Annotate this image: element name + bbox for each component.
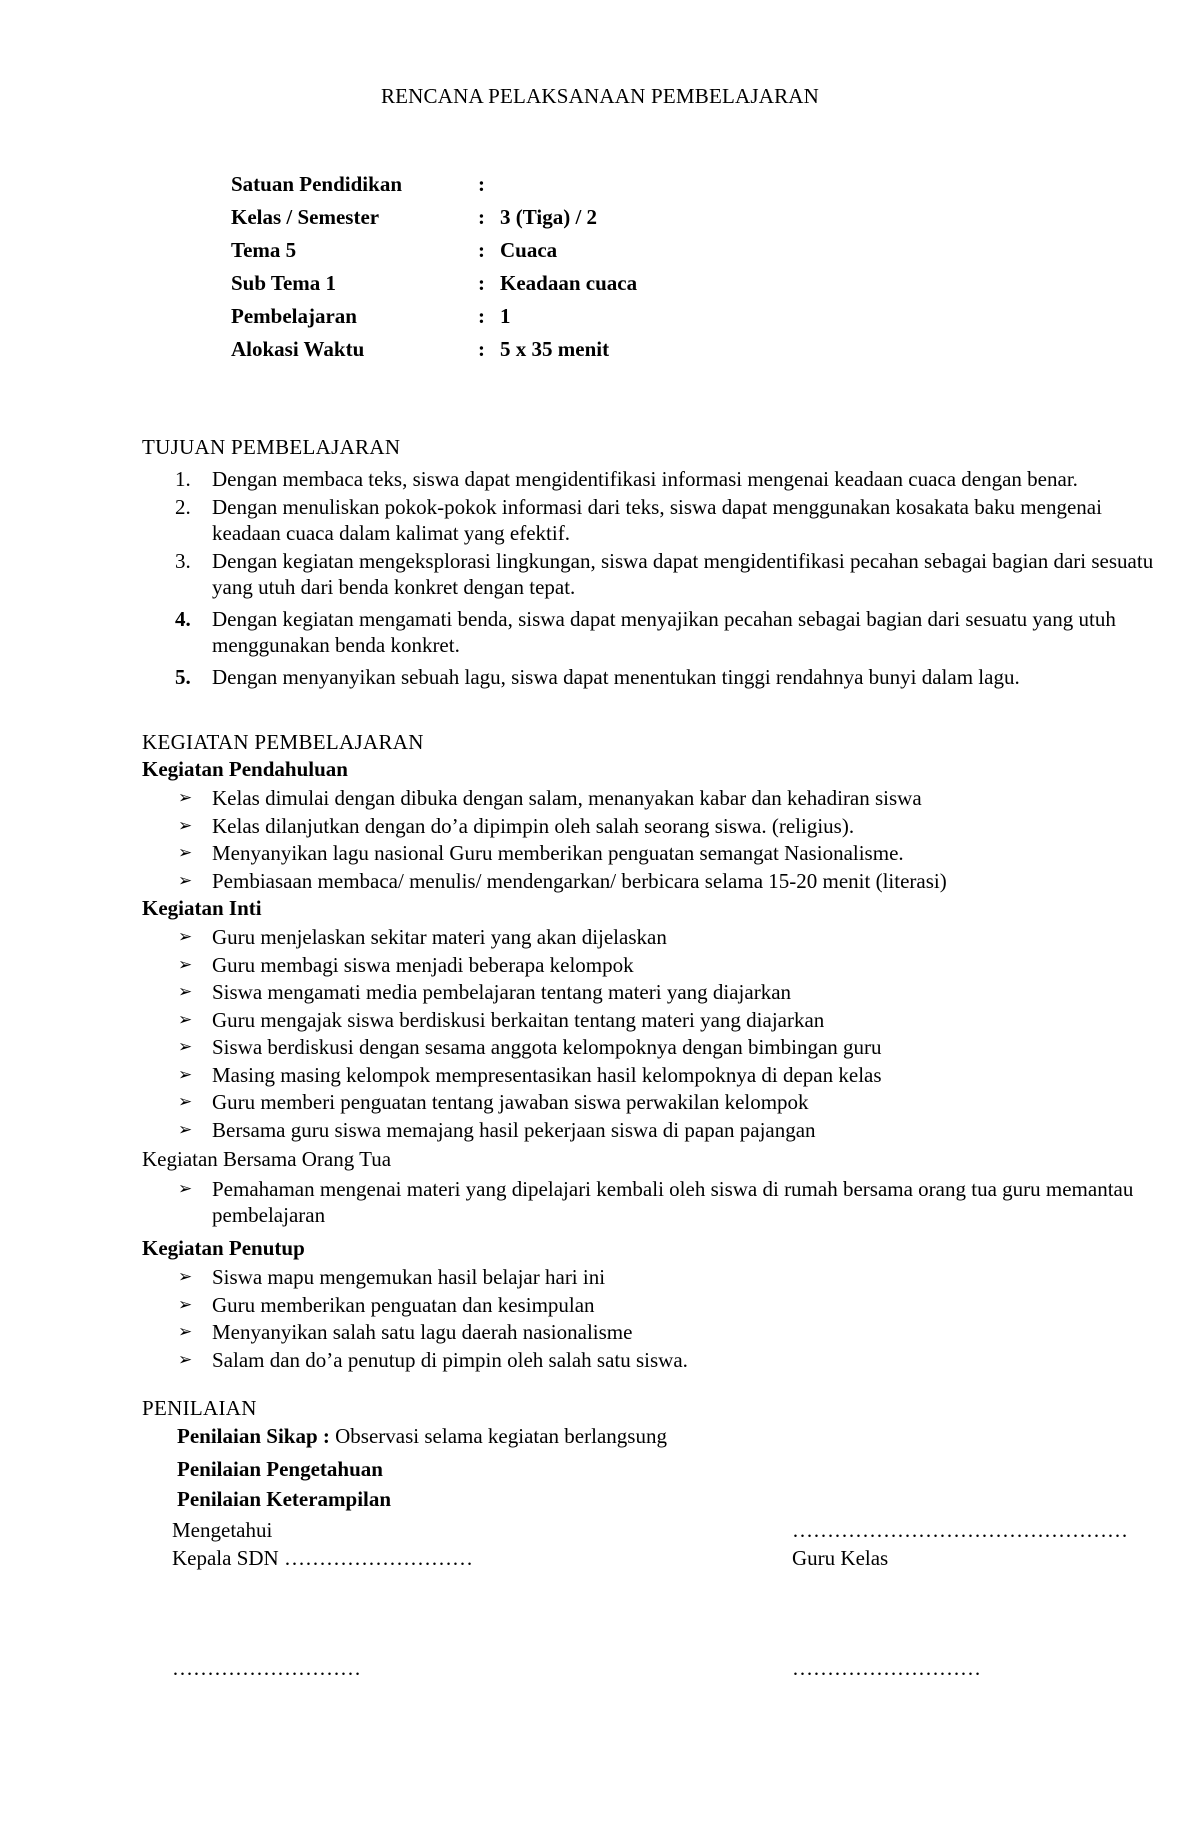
identity-label: Alokasi Waktu [231, 337, 365, 361]
list-item [178, 1034, 1168, 1062]
list-item [175, 466, 1155, 492]
arrow-bullet-icon: ➢ [178, 1179, 193, 1199]
signature-left-blank: ……………………… [172, 1656, 361, 1680]
identity-label: Tema 5 [231, 238, 297, 262]
item-text: Dengan menyanyikan sebuah lagu, siswa dapat menentukan tinggi rendahnya bunyi dalam lagu. [212, 665, 1020, 689]
item-text: Pemahaman mengenai materi yang dipelajari kembali oleh siswa di rumah bersama orang tua guru memantau pembelajaran [212, 1177, 1134, 1227]
tujuan-list [175, 466, 1155, 692]
list-item [175, 664, 1155, 690]
orangtua-list [178, 1176, 1168, 1228]
list-item [178, 813, 1168, 841]
identity-label: Satuan Pendidikan [231, 172, 402, 196]
identity-colon: : [478, 205, 485, 229]
arrow-bullet-icon: ➢ [178, 870, 193, 891]
identity-value: Keadaan cuaca [500, 271, 638, 295]
item-text: Pembiasaan membaca/ menulis/ mendengarkan/ berbicara selama 15-20 menit (literasi) [212, 868, 947, 893]
item-text: Dengan menuliskan pokok-pokok informasi dari teks, siswa dapat menggunakan kosakata baku mengenai keadaan cuaca dalam kalimat yang efektif. [212, 495, 1102, 545]
item-text: Menyanyikan salah satu lagu daerah nasionalisme [212, 1320, 633, 1344]
arrow-bullet-icon: ➢ [178, 843, 193, 863]
signature-right-place-date: ………………………………………… [792, 1518, 1128, 1542]
identity-table [231, 168, 831, 366]
pendahuluan-list [178, 785, 1168, 895]
penilaian-heading: PENILAIAN [142, 1396, 257, 1420]
identity-value: 3 (Tiga) / 2 [500, 205, 598, 229]
orangtua-heading: Kegiatan Bersama Orang Tua [142, 1147, 392, 1171]
penilaian-sikap [177, 1424, 667, 1449]
list-item [178, 924, 1168, 952]
identity-colon: : [478, 238, 485, 262]
list-item [178, 1007, 1168, 1035]
identity-colon: : [478, 271, 485, 295]
item-text: Dengan kegiatan mengeksplorasi lingkungan, siswa dapat mengidentifikasi pecahan sebagai bagian dari sesuatu yang utuh dari benda konkret dengan tepat. [212, 549, 1154, 599]
item-text: Siswa mapu mengemukan hasil belajar hari ini [212, 1265, 606, 1289]
item-number: 1. [175, 467, 191, 491]
kegiatan-heading: KEGIATAN PEMBELAJARAN [142, 730, 424, 754]
identity-row [231, 168, 831, 201]
signature-right-role: Guru Kelas [792, 1546, 889, 1570]
penilaian-sikap-label: Penilaian Sikap : [177, 1424, 330, 1448]
arrow-bullet-icon: ➢ [178, 815, 193, 836]
arrow-bullet-icon: ➢ [178, 927, 193, 947]
list-item [178, 1089, 1168, 1117]
item-text: Guru mengajak siswa berdiskusi berkaitan tentang materi yang diajarkan [212, 1007, 825, 1032]
identity-row [231, 333, 831, 366]
list-item [178, 840, 1168, 868]
tujuan-heading: TUJUAN PEMBELAJARAN [142, 435, 401, 459]
arrow-bullet-icon: ➢ [178, 1267, 193, 1287]
item-text: Bersama guru siswa memajang hasil pekerjaan siswa di papan pajangan [212, 1117, 816, 1142]
identity-label: Pembelajaran [231, 304, 357, 328]
penilaian-pengetahuan: Penilaian Pengetahuan [177, 1457, 383, 1481]
item-text: Kelas dilanjutkan dengan do’a dipimpin oleh salah seorang siswa. (religius). [212, 813, 855, 838]
arrow-bullet-icon: ➢ [178, 1322, 193, 1342]
item-text: Guru memberi penguatan tentang jawaban siswa perwakilan kelompok [212, 1090, 809, 1114]
signature-left-role: Kepala SDN ……………………… [172, 1546, 473, 1570]
list-item [178, 868, 1168, 896]
identity-colon: : [478, 304, 485, 328]
item-text: Masing masing kelompok mempresentasikan hasil kelompoknya di depan kelas [212, 1062, 882, 1087]
list-item [178, 1319, 1168, 1347]
identity-value: 1 [500, 304, 511, 328]
item-text: Salam dan do’a penutup di pimpin oleh salah satu siswa. [212, 1347, 688, 1372]
item-number: 4. [175, 607, 191, 631]
identity-value: Cuaca [500, 238, 558, 262]
penutup-heading: Kegiatan Penutup [142, 1236, 305, 1260]
list-item [178, 1292, 1168, 1320]
list-item [178, 1117, 1168, 1145]
identity-colon: : [478, 172, 485, 196]
arrow-bullet-icon: ➢ [178, 1119, 193, 1140]
identity-row [231, 234, 831, 267]
arrow-bullet-icon: ➢ [178, 1037, 193, 1057]
arrow-bullet-icon: ➢ [178, 1294, 193, 1315]
list-item [178, 1264, 1168, 1292]
item-text: Guru memberikan penguatan dan kesimpulan [212, 1292, 595, 1317]
pendahuluan-heading: Kegiatan Pendahuluan [142, 757, 348, 781]
list-item [175, 494, 1155, 546]
list-item [175, 548, 1155, 600]
item-text: Siswa mengamati media pembelajaran tentang materi yang diajarkan [212, 980, 792, 1004]
arrow-bullet-icon: ➢ [178, 788, 193, 808]
arrow-bullet-icon: ➢ [178, 1064, 193, 1085]
item-number: 2. [175, 495, 191, 519]
signature-left-label: Mengetahui [172, 1518, 273, 1542]
penilaian-keterampilan: Penilaian Keterampilan [177, 1487, 392, 1511]
arrow-bullet-icon: ➢ [178, 1349, 193, 1370]
list-item [178, 1347, 1168, 1375]
identity-row [231, 201, 831, 234]
list-item [178, 979, 1168, 1007]
list-item [178, 952, 1168, 980]
arrow-bullet-icon: ➢ [178, 1009, 193, 1030]
arrow-bullet-icon: ➢ [178, 1092, 193, 1112]
arrow-bullet-icon: ➢ [178, 954, 193, 975]
list-item [178, 785, 1168, 813]
inti-heading: Kegiatan Inti [142, 896, 262, 920]
item-number: 3. [175, 549, 191, 573]
identity-label: Kelas / Semester [231, 205, 380, 229]
item-text: Guru menjelaskan sekitar materi yang akan dijelaskan [212, 925, 667, 949]
item-text: Siswa berdiskusi dengan sesama anggota kelompoknya dengan bimbingan guru [212, 1035, 882, 1059]
arrow-bullet-icon: ➢ [178, 982, 193, 1002]
list-item [175, 606, 1155, 658]
penilaian-sikap-value: Observasi selama kegiatan berlangsung [335, 1424, 667, 1448]
signature-right-blank: ……………………… [792, 1656, 981, 1680]
list-item [178, 1176, 1168, 1228]
item-text: Kelas dimulai dengan dibuka dengan salam, menanyakan kabar dan kehadiran siswa [212, 786, 922, 810]
list-item [178, 1062, 1168, 1090]
identity-row [231, 300, 831, 333]
item-text: Dengan kegiatan mengamati benda, siswa dapat menyajikan pecahan sebagai bagian dari sesuatu yang utuh menggunakan benda konkret. [212, 607, 1116, 657]
identity-row [231, 267, 831, 300]
inti-list [178, 924, 1168, 1144]
identity-value: 5 x 35 menit [500, 337, 610, 361]
item-number: 5. [175, 665, 191, 689]
item-text: Menyanyikan lagu nasional Guru memberikan penguatan semangat Nasionalisme. [212, 841, 904, 865]
item-text: Guru membagi siswa menjadi beberapa kelompok [212, 952, 634, 977]
identity-label: Sub Tema 1 [231, 271, 337, 295]
identity-colon: : [478, 337, 485, 361]
document-title: RENCANA PELAKSANAAN PEMBELAJARAN [380, 84, 820, 108]
penutup-list [178, 1264, 1168, 1374]
item-text: Dengan membaca teks, siswa dapat mengidentifikasi informasi mengenai keadaan cuaca dengan benar. [212, 467, 1078, 491]
